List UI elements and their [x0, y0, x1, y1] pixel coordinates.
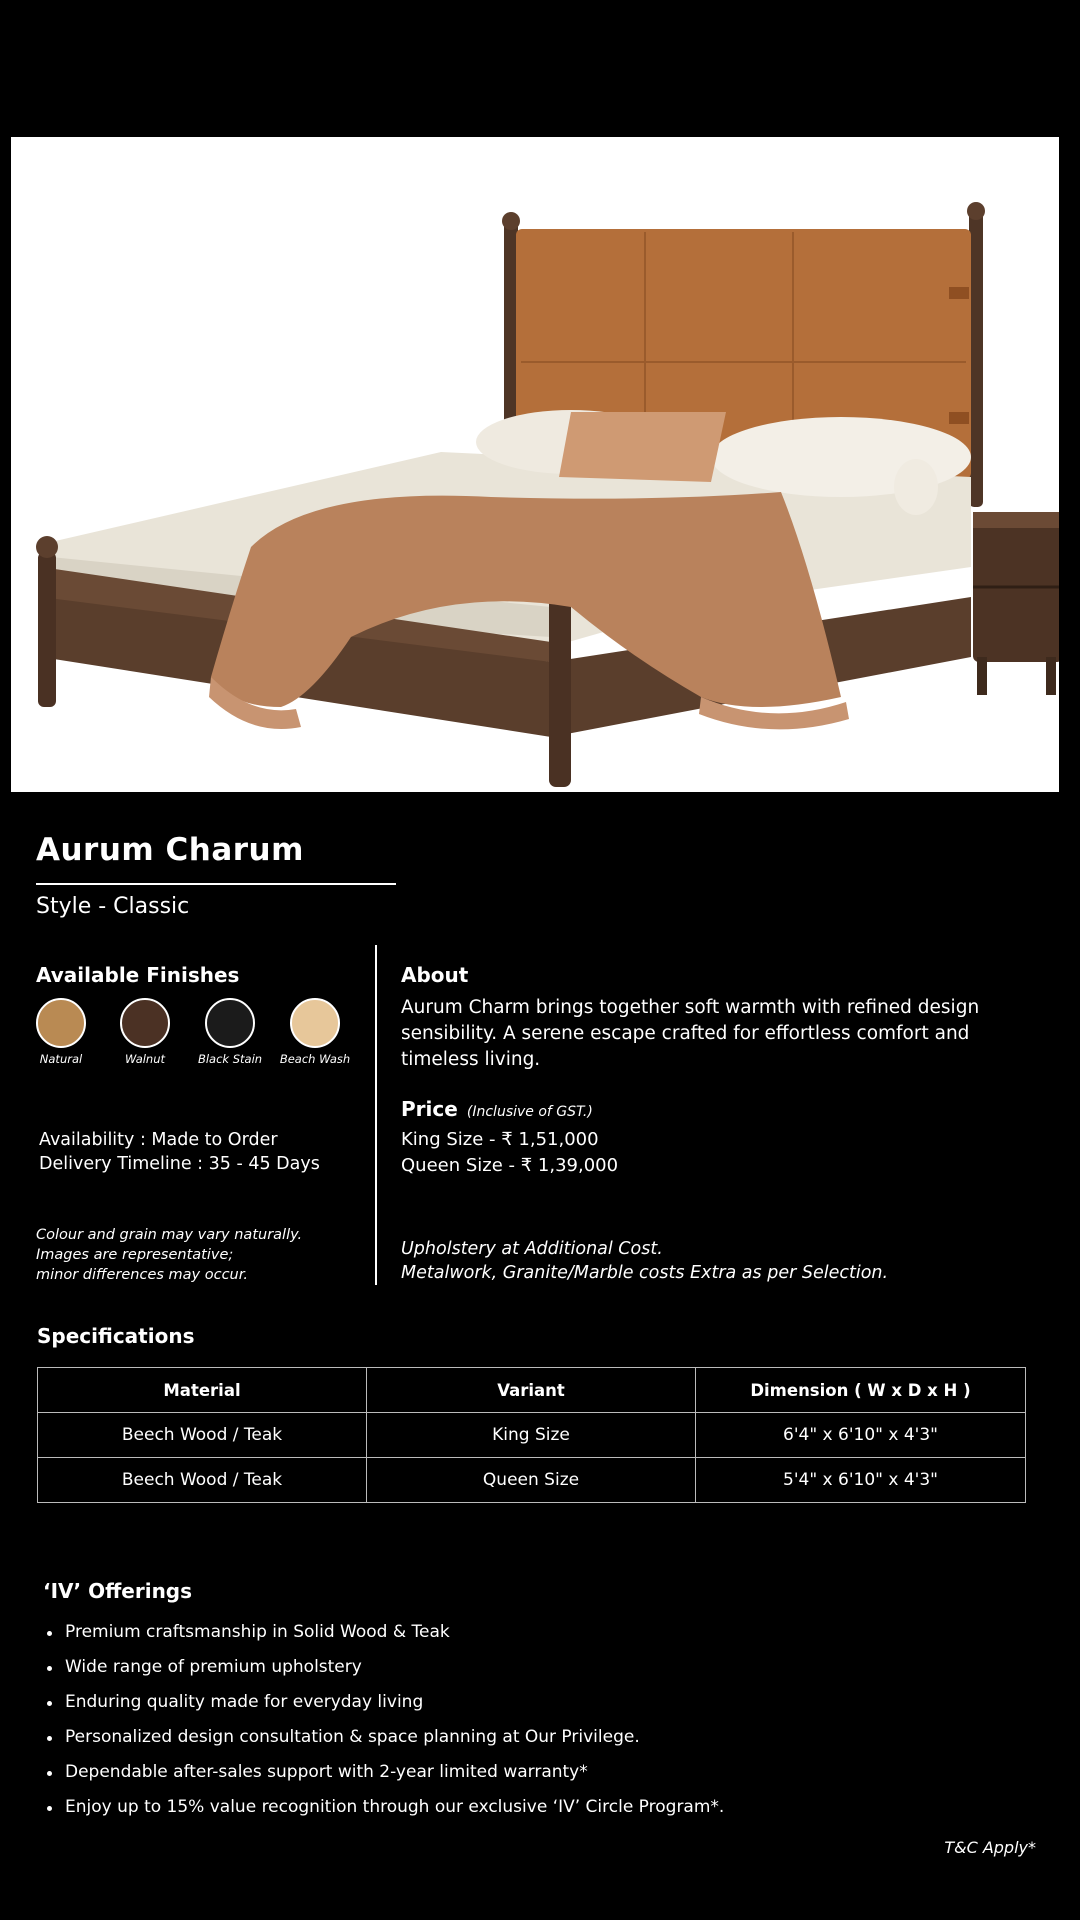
- price-block: [401, 1097, 618, 1179]
- swatch-black-stain-icon: [205, 998, 255, 1048]
- price-note: (Inclusive of GST.): [466, 1104, 593, 1120]
- product-style: Style - Classic: [36, 894, 190, 919]
- table-cell: 6'4" x 6'10" x 4'3": [696, 1413, 1026, 1458]
- column-header: Material: [38, 1368, 367, 1413]
- table-row: [38, 1458, 1026, 1503]
- finish-label: Natural: [39, 1052, 83, 1066]
- list-item: Enduring quality made for everyday living: [45, 1685, 724, 1720]
- table-header-row: [38, 1368, 1026, 1413]
- specifications-table: [37, 1367, 1026, 1503]
- table-cell: 5'4" x 6'10" x 4'3": [696, 1458, 1026, 1503]
- finish-label: Beach Wash: [279, 1052, 351, 1066]
- title-underline: [36, 883, 396, 885]
- offerings-list: [45, 1615, 724, 1825]
- disclaimer-line: minor differences may occur.: [36, 1267, 248, 1283]
- availability-info: [39, 1128, 320, 1176]
- bed-illustration: [11, 137, 1059, 792]
- list-item: Dependable after-sales support with 2-year limited warranty*: [45, 1755, 724, 1790]
- upholstery-line: Upholstery at Additional Cost.: [401, 1239, 663, 1259]
- list-item: Enjoy up to 15% value recognition through our exclusive ‘IV’ Circle Program*.: [45, 1790, 724, 1825]
- about-heading: About: [401, 963, 469, 987]
- column-header: Dimension ( W x D x H ): [696, 1368, 1026, 1413]
- table-cell: Beech Wood / Teak: [38, 1458, 367, 1503]
- finish-label: Black Stain: [197, 1052, 263, 1066]
- upholstery-line: Metalwork, Granite/Marble costs Extra as per Selection.: [401, 1263, 889, 1283]
- price-heading: Price: [401, 1097, 458, 1121]
- about-text: Aurum Charm brings together soft warmth with refined design sensibility. A serene escape crafted for effortless comfort and timeless living.: [401, 997, 980, 1070]
- finish-beach-wash[interactable]: [275, 998, 355, 1066]
- swatch-natural-icon: [36, 998, 86, 1048]
- swatch-walnut-icon: [120, 998, 170, 1048]
- table-cell: Queen Size: [367, 1458, 696, 1503]
- table-row: [38, 1413, 1026, 1458]
- column-divider: [375, 945, 377, 1285]
- disclaimer: [36, 1225, 302, 1285]
- table-cell: King Size: [367, 1413, 696, 1458]
- product-title: Aurum Charum: [36, 832, 304, 868]
- finish-label: Walnut: [124, 1052, 166, 1066]
- price-queen: Queen Size - ₹ 1,39,000: [401, 1155, 619, 1176]
- finish-natural[interactable]: [21, 998, 101, 1066]
- disclaimer-line: Colour and grain may vary naturally.: [36, 1227, 303, 1243]
- finishes-heading: Available Finishes: [36, 963, 240, 987]
- table-cell: Beech Wood / Teak: [38, 1413, 367, 1458]
- delivery-line: Delivery Timeline : 35 - 45 Days: [39, 1154, 320, 1174]
- offerings-heading: ‘IV’ Offerings: [43, 1579, 193, 1603]
- list-item: Personalized design consultation & space planning at Our Privilege.: [45, 1720, 724, 1755]
- finish-walnut[interactable]: [105, 998, 185, 1066]
- list-item: Wide range of premium upholstery: [45, 1650, 724, 1685]
- upholstery-note: [401, 1237, 888, 1285]
- price-king: King Size - ₹ 1,51,000: [401, 1129, 599, 1150]
- product-image: [11, 137, 1059, 792]
- disclaimer-line: Images are representative;: [36, 1247, 234, 1263]
- specifications-heading: Specifications: [37, 1324, 195, 1348]
- finish-black-stain[interactable]: [190, 998, 270, 1066]
- swatch-beach-wash-icon: [290, 998, 340, 1048]
- availability-line: Availability : Made to Order: [39, 1130, 278, 1150]
- column-header: Variant: [367, 1368, 696, 1413]
- list-item: Premium craftsmanship in Solid Wood & Teak: [45, 1615, 724, 1650]
- terms-note: T&C Apply*: [944, 1838, 1036, 1857]
